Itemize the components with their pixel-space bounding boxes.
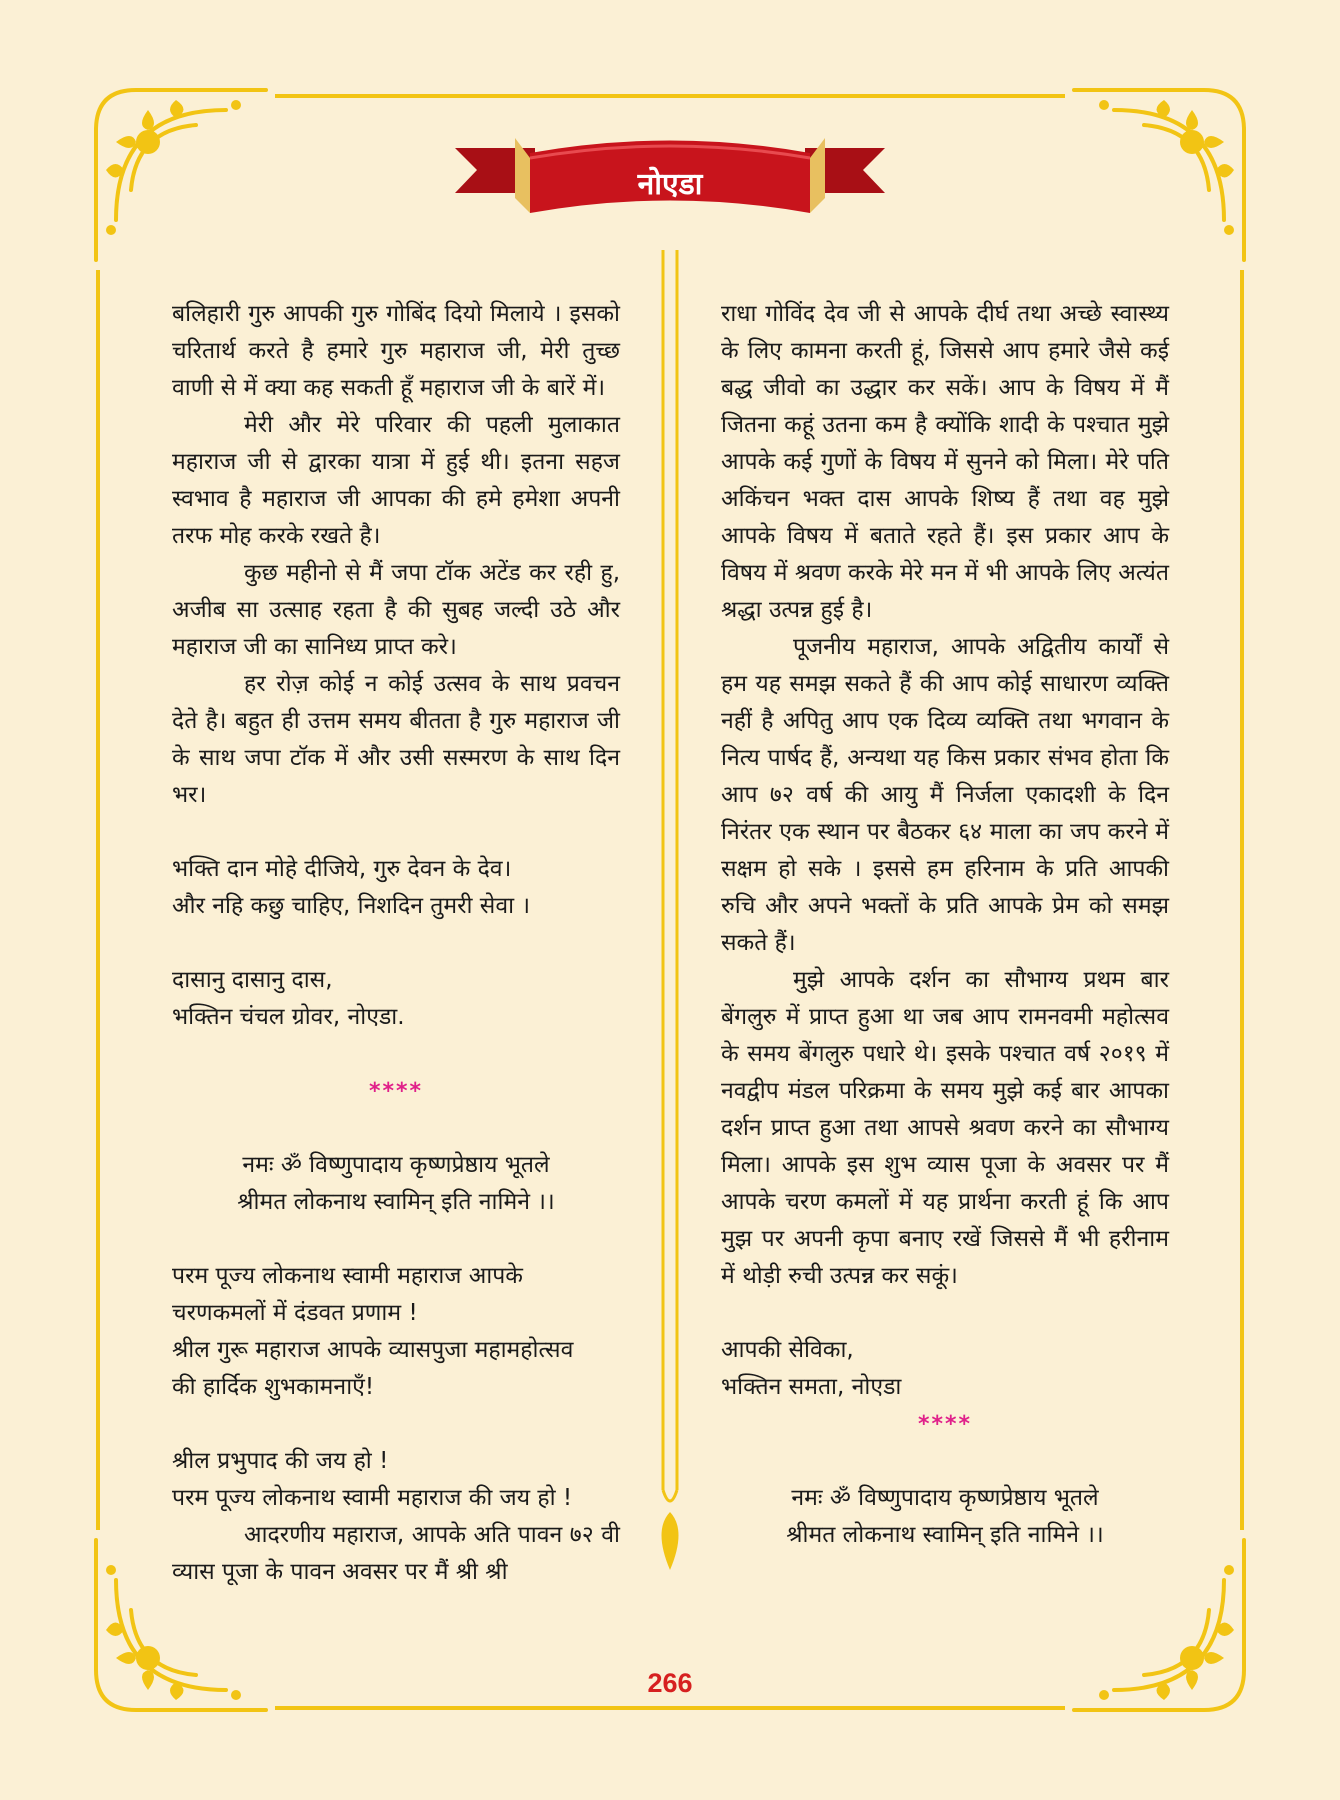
text-line: तरफ मोह करके रखते है। xyxy=(172,523,381,549)
text-line: बताते रहते हैं। इस प्रकार आप के विषय में श्रवण xyxy=(721,523,1170,586)
text-line: एकादशी के दिन निरंतर एक स्थान पर बैठकर ६४ xyxy=(721,782,1170,845)
text-line: हर रोज़ कोई न कोई उत्सव के साथ xyxy=(244,671,557,697)
text-line: चरणकमलों में दंडवत प्रणाम ! xyxy=(172,1300,418,1326)
text-line: इसको चरितार्थ करते है हमारे गुरु महाराज जी, xyxy=(172,301,620,364)
text-line: के विषय में मैं जितना कहूं उतना कम है क्योंकि xyxy=(721,375,1170,438)
paragraph xyxy=(721,296,1169,629)
stars-separator: **** xyxy=(917,1412,973,1437)
text-line: महाराज जी के साथ जपा टॉक में और उसी xyxy=(172,708,620,771)
text-line: श्रील गुरू महाराज आपके व्यासपुजा महामहोत्सव xyxy=(172,1337,574,1363)
text-line: महोत्सव के समय बेंगलुरु पधारे थे। इसके पश्चात xyxy=(721,1004,1170,1067)
text-line: परम पूज्य लोकनाथ स्वामी महाराज आपके xyxy=(172,1263,523,1289)
text-line: व्यक्ति नहीं है अपितु आप एक दिव्य व्यक्ति तथा xyxy=(721,671,1170,734)
text-line: बलिहारी गुरु आपकी गुरु गोबिंद दियो मिलाये । xyxy=(172,301,562,327)
text-line: हु, अजीब सा उत्साह रहता है की सुबह जल्दी उठे xyxy=(172,560,621,623)
column-divider-icon xyxy=(651,250,689,1590)
greeting xyxy=(172,1258,620,1406)
text-line: माला का जप करने में सक्षम हो सके । इससे हम xyxy=(721,819,1169,882)
text-line: आपकी सेविका, xyxy=(721,1337,854,1363)
text-line: दासानु दासानु दास, xyxy=(172,967,333,993)
text-line: नमः ॐ विष्णुपादाय कृष्णप्रेष्ठाय भूतले xyxy=(242,1152,550,1178)
text-line: ७२ वी व्यास पूजा के पावन अवसर पर मैं श्री श्री xyxy=(172,1522,620,1585)
text-line: श्रीमत लोकनाथ स्वामिन् इति नामिने ।। xyxy=(786,1522,1104,1548)
signature xyxy=(172,962,620,1036)
text-line: करके मेरे मन में भी आपके लिए अत्यंत श्रद्धा xyxy=(721,560,1170,623)
paragraph xyxy=(172,555,620,666)
corner-ornament-icon xyxy=(1064,1530,1264,1730)
text-line: बेंगलुरु में प्राप्त हुआ था जब आप रामनवमी xyxy=(721,1004,1093,1030)
text-line: प्रति आपके प्रेम को समझ सकते हैं। xyxy=(721,893,1169,956)
text-line: परम पूज्य लोकनाथ स्वामी महाराज की जय हो ! xyxy=(172,1485,573,1511)
text-line: और महाराज जी का सानिध्य प्राप्त करे। xyxy=(172,597,620,660)
right-column xyxy=(721,296,1169,1554)
frame-left-line xyxy=(96,270,100,1530)
corner-ornament-icon xyxy=(1064,70,1264,270)
text-line: हरिनाम के प्रति आपकी रुचि और अपने भक्तों के xyxy=(721,856,1170,919)
text-line: राधा गोविंद देव जी से आपके दीर्घ तथा अच्छे xyxy=(721,301,1102,327)
text-line: आदरणीय महाराज, आपके अति पावन xyxy=(244,1522,563,1548)
text-line: सुनने को मिला। मेरे पति अकिंचन भक्त दास xyxy=(721,449,1169,512)
text-line: सकूं। xyxy=(915,1263,958,1289)
text-line: भक्तिन चंचल ग्रोवर, नोएडा. xyxy=(172,1004,405,1030)
text-line: मेरी और मेरे परिवार की पहली मुलाकात xyxy=(244,412,620,438)
text-line: भगवान के नित्य पार्षद हैं, अन्यथा यह किस प्रकार xyxy=(721,708,1170,771)
frame-top-line xyxy=(275,94,1065,98)
text-line: कुछ महीनो से मैं जपा टॉक अटेंड कर रही xyxy=(244,560,593,586)
signature xyxy=(721,1332,1169,1406)
paragraph xyxy=(721,962,1169,1295)
text-line: आपके शिष्य हैं तथा वह मुझे आपके विषय में xyxy=(721,486,1170,549)
text-line: रखें जिससे मैं भी हरीनाम में थोड़ी रुची उत्पन्न कर xyxy=(721,1226,1169,1289)
left-column xyxy=(172,296,620,1591)
text-line: पूजनीय महाराज, आपके अद्वितीय कार्यों xyxy=(793,634,1142,660)
paragraph xyxy=(721,629,1169,962)
text-line: शादी के पश्चात मुझे आपके कई गुणों के विषय में xyxy=(721,412,1169,475)
paragraph xyxy=(172,407,620,555)
text-line: उत्पन्न हुई है। xyxy=(768,597,873,623)
text-line: महाराज जी से द्वारका यात्रा में हुई थी। इतना सहज xyxy=(172,449,620,475)
text-line: वर्ष २०१९ में नवद्वीप मंडल परिक्रमा के समय मुझे xyxy=(721,1041,1169,1104)
paragraph xyxy=(172,296,620,407)
text-line: पूजा के अवसर पर मैं आपके चरण कमलों में यह xyxy=(721,1152,1169,1215)
text-line: भक्ति दान मोहे दीजिये, गुरु देवन के देव। xyxy=(172,856,512,882)
text-line: श्रीमत लोकनाथ स्वामिन् इति नामिने ।। xyxy=(237,1189,555,1215)
text-line: से हम यह समझ सकते हैं की आप कोई साधारण xyxy=(721,634,1170,697)
text-line: नमः ॐ विष्णुपादाय कृष्णप्रेष्ठाय भूतले xyxy=(791,1485,1099,1511)
paragraph xyxy=(172,1517,620,1591)
text-line: प्रवचन देते है। बहुत ही उत्तम समय बीतता है गुरु xyxy=(172,671,620,734)
text-line: मेरी तुच्छ वाणी से में क्या कह सकती हूँ महाराज xyxy=(172,338,620,401)
text-line: संभव होता कि आप ७२ वर्ष की आयु मैं निर्जला xyxy=(721,745,1169,808)
frame-right-line xyxy=(1240,270,1244,1530)
paragraph xyxy=(172,666,620,814)
page-number: 266 xyxy=(647,1668,693,1698)
text-line: स्वास्थ्य के लिए कामना करती हूं, जिससे आप xyxy=(721,301,1170,364)
jai-lines xyxy=(172,1443,620,1517)
text-line: भक्तिन समता, नोएडा xyxy=(721,1374,902,1400)
mantra xyxy=(721,1480,1169,1554)
frame-bottom-line xyxy=(275,1706,1065,1710)
text-line: स्वभाव है महाराज जी आपका की हमे हमेशा अपनी xyxy=(172,486,620,512)
text-line: और नहि कछु चाहिए, निशदिन तुमरी सेवा । xyxy=(172,893,531,919)
stars-separator: **** xyxy=(368,1079,424,1104)
text-line: करने का सौभाग्य मिला। आपके इस शुभ व्यास xyxy=(721,1115,1170,1178)
text-line: श्रील प्रभुपाद की जय हो ! xyxy=(172,1448,389,1474)
corner-ornament-icon xyxy=(76,70,276,270)
text-line: कई बार आपका दर्शन प्राप्त हुआ तथा आपसे श्रवण xyxy=(721,1078,1170,1141)
text-line: हमारे जैसे कई बद्ध जीवो का उद्धार कर सकें। आप xyxy=(721,338,1169,401)
text-line: जी के बारें में। xyxy=(491,375,606,401)
couplet xyxy=(172,851,620,925)
text-line: मुझे आपके दर्शन का सौभाग्य प्रथम बार xyxy=(793,967,1169,993)
text-line: सस्मरण के साथ दिन भर। xyxy=(172,745,620,808)
text-line: की हार्दिक शुभकामनाएँ! xyxy=(172,1374,375,1400)
page-title: नोएडा xyxy=(637,167,703,202)
mantra xyxy=(172,1147,620,1221)
text-line: प्रार्थना करती हूं कि आप मुझ पर अपनी कृपा बनाए xyxy=(721,1189,1169,1252)
